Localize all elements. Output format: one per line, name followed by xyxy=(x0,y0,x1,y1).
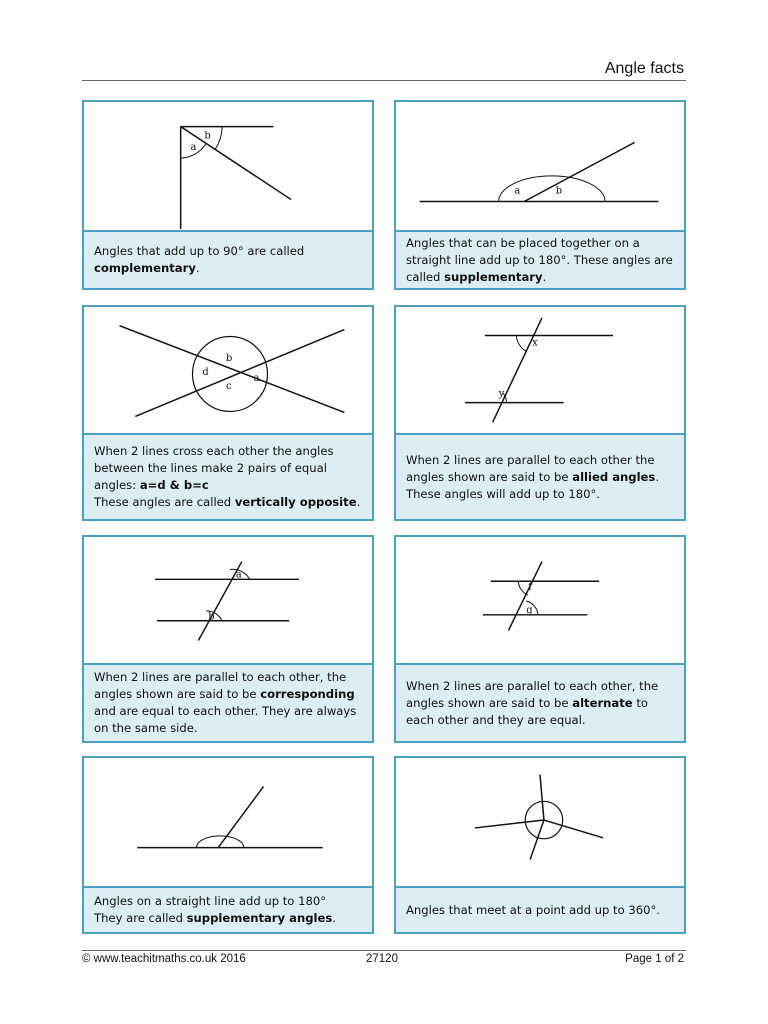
card-complementary xyxy=(82,100,374,290)
diagram-corresponding xyxy=(84,537,372,667)
caption-angles-at-point: Angles that meet at a point add up to 360°. xyxy=(396,886,684,932)
diagram-complementary xyxy=(84,102,372,234)
card-alternate xyxy=(394,535,686,743)
page-title: Angle facts xyxy=(604,60,684,77)
angle-label-g: g xyxy=(526,604,533,616)
header-divider xyxy=(82,80,686,81)
caption-complementary: Angles that add up to 90° are called complementary. xyxy=(84,230,372,288)
caption-corresponding: When 2 lines are parallel to each other, the angles shown are said to be corresponding and are equal to each other. They are always on the same side. xyxy=(84,663,372,741)
angle-label-a: a xyxy=(235,569,242,581)
footer-divider xyxy=(82,950,686,951)
card-straight-line xyxy=(82,756,374,934)
diagram-angles-at-point xyxy=(396,758,684,888)
angle-label-f: f xyxy=(528,582,532,594)
card-supplementary xyxy=(394,100,686,290)
caption-supplementary: Angles that can be placed together on a straight line add up to 180°. These angles are called supplementary. xyxy=(396,230,684,288)
footer-page-number: Page 1 of 2 xyxy=(625,953,684,965)
footer-resource-id: 27120 xyxy=(366,953,398,965)
angle-label-d: d xyxy=(202,366,209,378)
diagram-supplementary xyxy=(396,102,684,234)
diagram-alternate xyxy=(396,537,684,667)
caption-vertically-opposite: When 2 lines cross each other the angles between the lines make 2 pairs of equal angles: a=d & b=c These angles are called vertically opposite. xyxy=(84,433,372,519)
angle-label-b: b xyxy=(208,611,215,623)
diagram-straight-line xyxy=(84,758,372,888)
card-vertically-opposite xyxy=(82,305,374,521)
angle-label-x: x xyxy=(532,337,538,349)
angle-label-b: b xyxy=(204,130,211,142)
angle-label-a: a xyxy=(514,185,521,197)
angle-label-c: c xyxy=(226,380,232,392)
footer-copyright: © www.teachitmaths.co.uk 2016 xyxy=(82,953,246,965)
caption-straight-line: Angles on a straight line add up to 180° They are called supplementary angles. xyxy=(84,886,372,932)
angle-label-a: a xyxy=(253,372,260,384)
card-corresponding xyxy=(82,535,374,743)
angle-label-b: b xyxy=(226,353,233,365)
caption-allied-angles: When 2 lines are parallel to each other the angles shown are said to be allied angles. These angles will add up to 180°. xyxy=(396,433,684,519)
caption-alternate: When 2 lines are parallel to each other, the angles shown are said to be alternate to each other and they are equal. xyxy=(396,663,684,741)
angle-label-a: a xyxy=(190,142,197,154)
angle-label-y: y xyxy=(498,388,505,400)
card-angles-at-point xyxy=(394,756,686,934)
card-allied-angles xyxy=(394,305,686,521)
diagram-vertically-opposite xyxy=(84,307,372,437)
diagram-allied-angles xyxy=(396,307,684,437)
angle-label-b: b xyxy=(555,185,563,197)
